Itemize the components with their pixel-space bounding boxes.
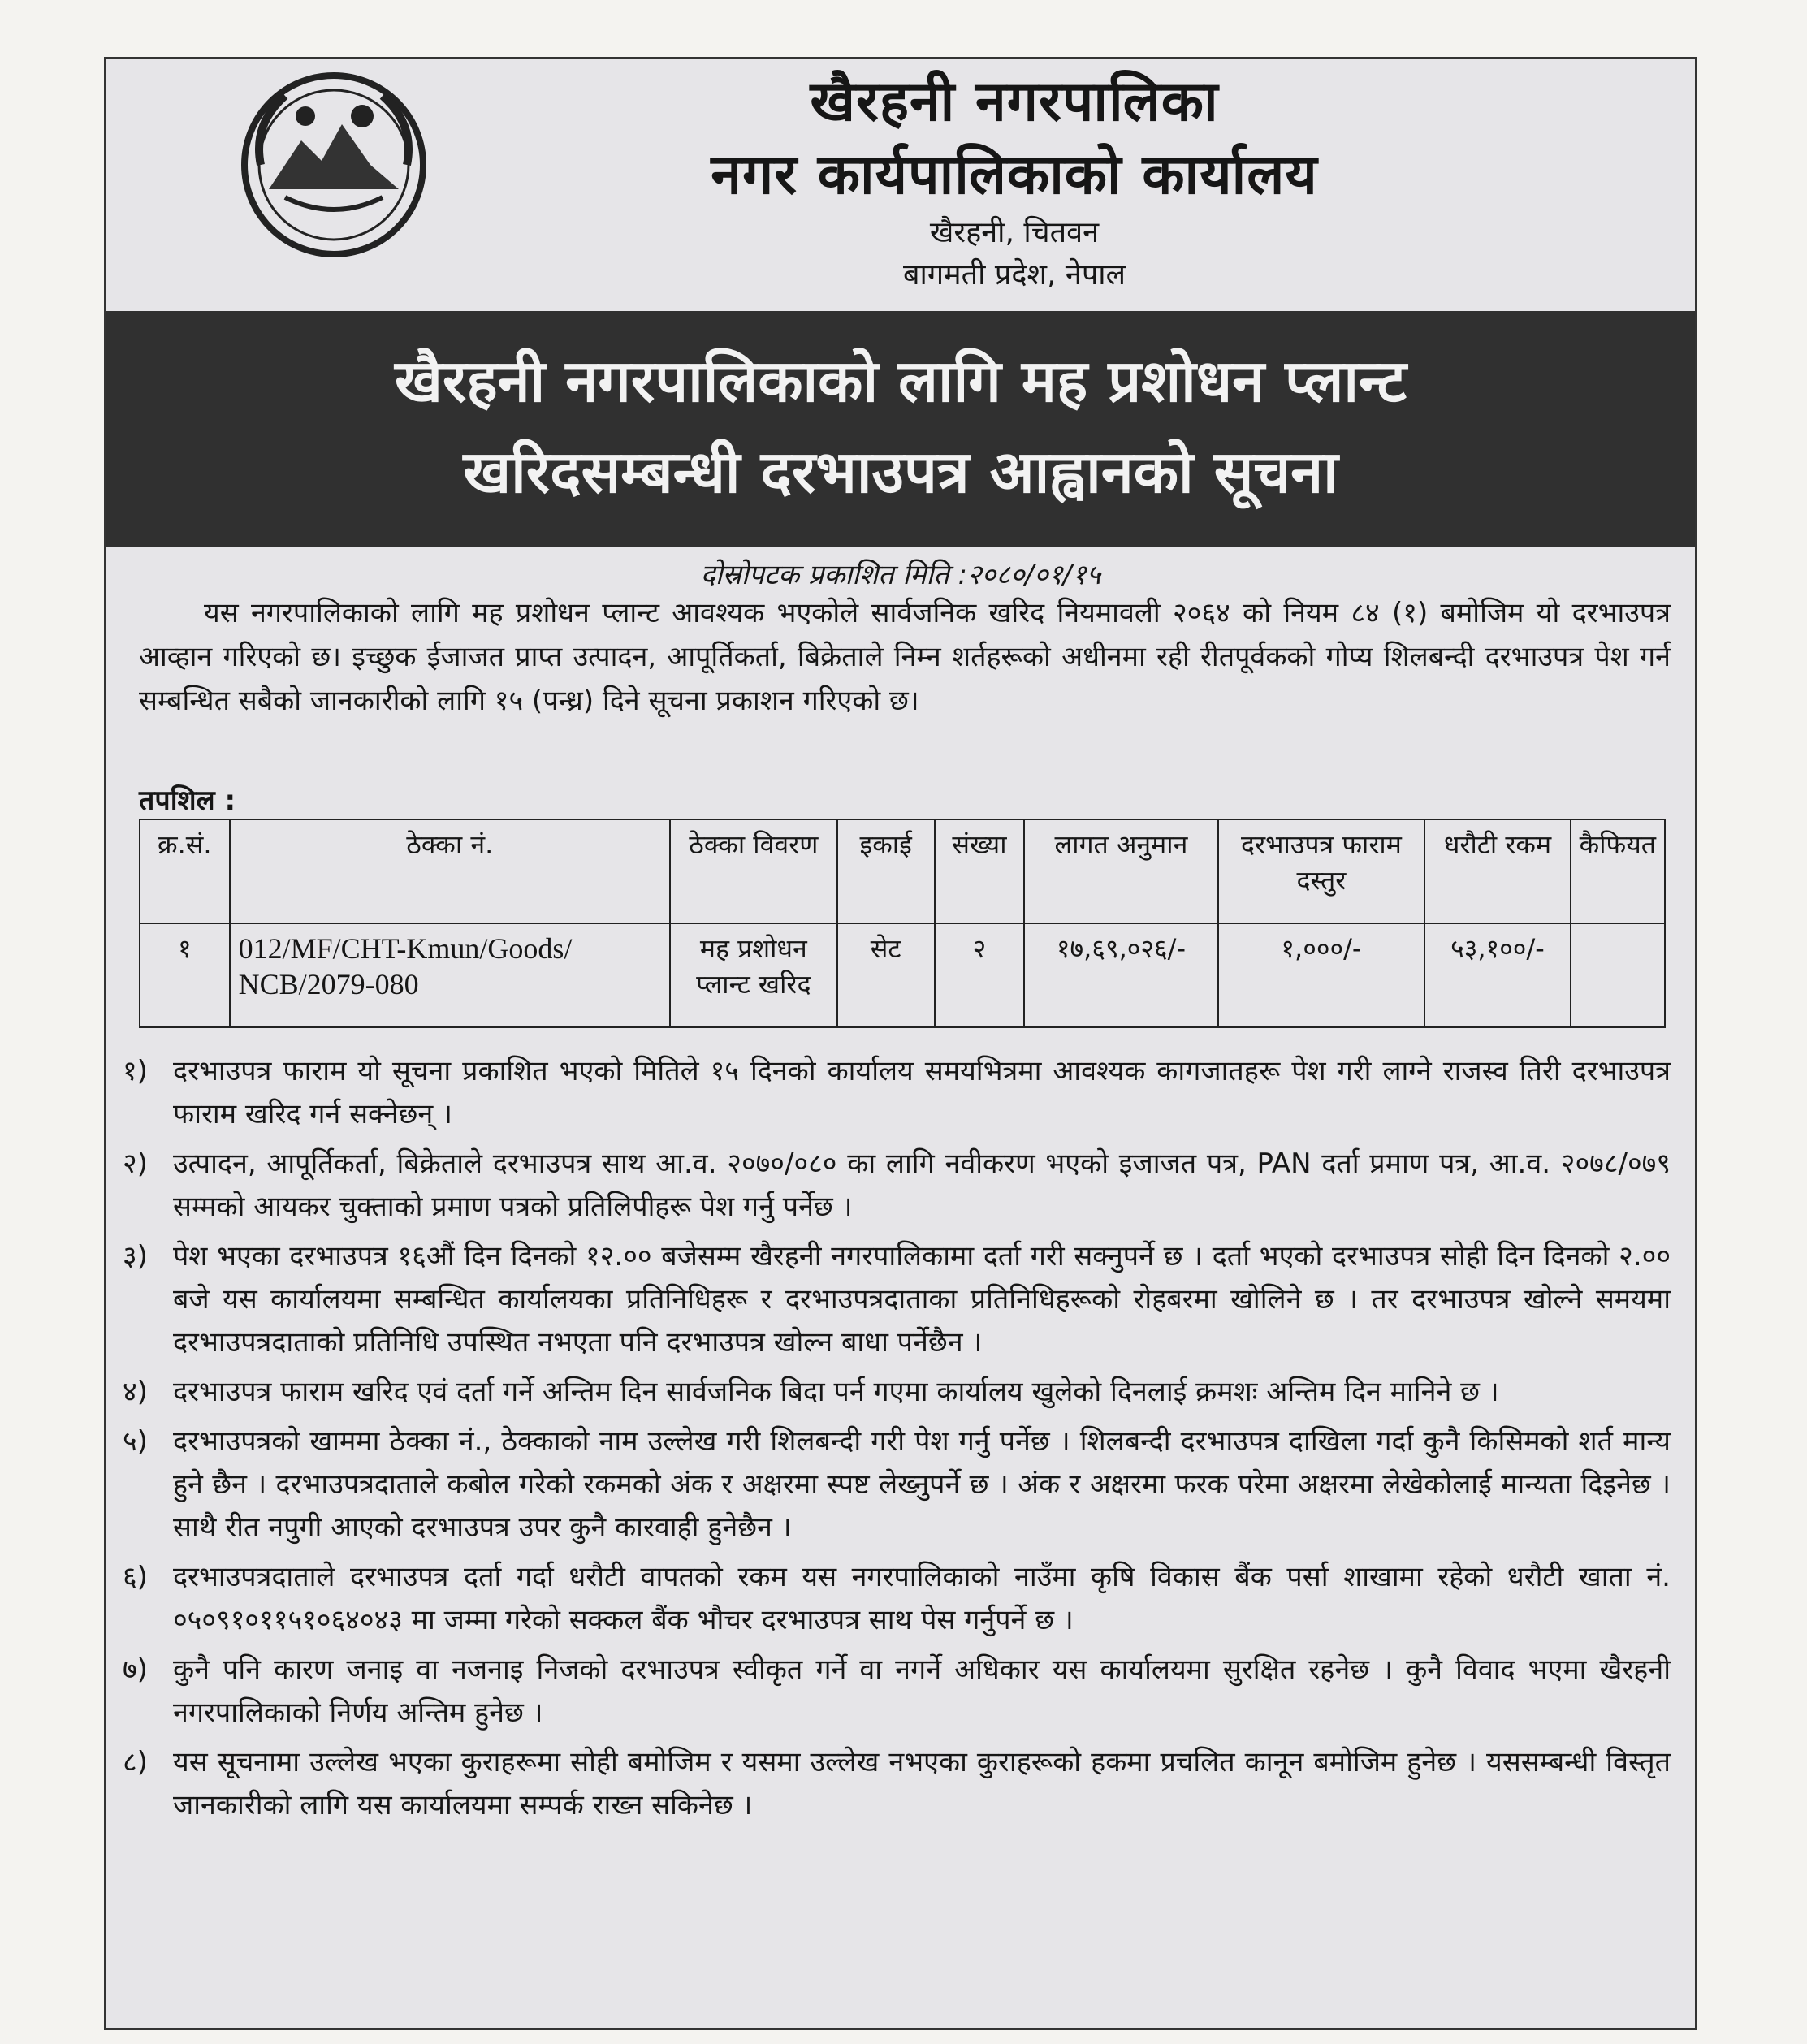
- col-header: क्र.सं.: [140, 819, 230, 923]
- cell-deposit: ५३,१००/-: [1424, 923, 1570, 1027]
- condition-text: यस सूचनामा उल्लेख भएका कुराहरूमा सोही बमोजिम र यसमा उल्लेख नभएका कुराहरूको हकमा प्रचलित कानून बमोजिम हुनेछ । यससम्बन्धी विस्तृत जानकारीको लागि यस कार्यालयमा सम्पर्क राख्न सकिनेछ ।: [173, 1746, 1671, 1821]
- col-header: धरौटी रकम: [1424, 819, 1570, 923]
- address-line-1: खैरहनी, चितवन: [929, 216, 1100, 249]
- publication-date: दोस्रोपटक प्रकाशित मिति :२०८०/०१/१५: [700, 559, 1101, 591]
- office-header: [431, 66, 1597, 296]
- condition-text: दरभाउपत्रको खाममा ठेक्का नं., ठेक्काको नाम उल्लेख गरी शिलबन्दी गरी पेश गर्नु पर्नेछ । शिलबन्दी दरभाउपत्र दाखिला गर्दा कुनै किसिमको शर्त मान्य हुने छैन । दरभाउपत्रदाताले कबोल गरेको रकमको अंक र अक्षरमा स्पष्ट लेख्नुपर्ने छ । अंक र अक्षरमा फरक परेमा अक्षरमा लेखेकोलाई मान्यता दिइनेछ । साथै रीत नपुगी आएको दरभाउपत्र उपर कुनै कारवाही हुनेछैन ।: [173, 1425, 1671, 1544]
- details-label: तपशिल :: [139, 784, 236, 817]
- condition-text: दरभाउपत्र फाराम खरिद एवं दर्ता गर्ने अन्तिम दिन सार्वजनिक बिदा पर्न गएमा कार्यालय खुलेको दिनलाई क्रमशः अन्तिम दिन मानिने छ ।: [173, 1376, 1499, 1408]
- table-header-row: [140, 819, 1665, 923]
- cell-unit: सेट: [837, 923, 935, 1027]
- cell-contract-no: 012/MF/CHT-Kmun/Goods/ NCB/2079-080: [230, 923, 670, 1027]
- col-header: संख्या: [935, 819, 1025, 923]
- col-header: इकाई: [837, 819, 935, 923]
- notice-title-banner: [106, 311, 1695, 547]
- list-item: [123, 1050, 1671, 1136]
- table-row: [140, 923, 1665, 1027]
- cell-description: मह प्रशोधन प्लान्ट खरिद: [670, 923, 837, 1027]
- tender-notice: [104, 57, 1697, 2030]
- nepal-emblem-icon: [236, 67, 431, 262]
- condition-text: दरभाउपत्रदाताले दरभाउपत्र दर्ता गर्दा धरौटी वापतको रकम यस नगरपालिकाको नाउँमा कृषि विकास बैंक पर्सा शाखामा रहेको धरौटी खाता नं. ०५०९१०११५१०६४०४३ मा जम्मा गरेको सक्कल बैंक भौचर दरभाउपत्र साथ पेस गर्नुपर्ने छ ।: [173, 1561, 1671, 1636]
- condition-number: ५): [123, 1425, 148, 1458]
- office-name: नगर कार्यपालिकाको कार्यालय: [711, 143, 1318, 207]
- list-item: [123, 1556, 1671, 1642]
- list-item: [123, 1649, 1671, 1735]
- condition-number: ३): [123, 1240, 148, 1273]
- col-header: ठेक्का नं.: [230, 819, 670, 923]
- condition-number: २): [123, 1147, 148, 1180]
- condition-text: उत्पादन, आपूर्तिकर्ता, बिक्रेताले दरभाउपत्र साथ आ.व. २०७०/०८० का लागि नवीकरण भएको इजाजत पत्र, PAN दर्ता प्रमाण पत्र, आ.व. २०७८/०७९ सम्मको आयकर चुक्ताको प्रमाण पत्रको प्रतिलिपीहरू पेश गर्नु पर्नेछ ।: [173, 1147, 1671, 1223]
- condition-number: ४): [123, 1376, 148, 1408]
- list-item: [123, 1371, 1671, 1414]
- municipality-name: खैरहनी नगरपालिका: [810, 70, 1219, 134]
- cell-cost-estimate: १७,६९,०२६/-: [1024, 923, 1217, 1027]
- list-item: [123, 1143, 1671, 1229]
- list-item: [123, 1235, 1671, 1364]
- cell-quantity: २: [935, 923, 1025, 1027]
- list-item: [123, 1741, 1671, 1827]
- banner-line-1: खैरहनी नगरपालिकाको लागि मह प्रशोधन प्लान्ट: [395, 347, 1407, 415]
- bid-table: [139, 819, 1666, 1028]
- cell-form-fee: १,०००/-: [1218, 923, 1425, 1027]
- banner-line-2: खरिदसम्बन्धी दरभाउपत्र आह्वानको सूचना: [463, 438, 1338, 506]
- condition-text: दरभाउपत्र फाराम यो सूचना प्रकाशित भएको मितिले १५ दिनको कार्यालय समयभित्रमा आवश्यक कागजातहरू पेश गरी लाग्ने राजस्व तिरी दरभाउपत्र फाराम खरिद गर्न सक्नेछन् ।: [173, 1055, 1671, 1130]
- condition-number: ८): [123, 1746, 148, 1778]
- condition-number: ७): [123, 1653, 148, 1686]
- condition-number: ६): [123, 1561, 148, 1593]
- list-item: [123, 1420, 1671, 1549]
- intro-paragraph: यस नगरपालिकाको लागि मह प्रशोधन प्लान्ट आवश्यक भएकोले सार्वजनिक खरिद नियमावली २०६४ को नियम ८४ (१) बमोजिम यो दरभाउपत्र आव्हान गरिएको छ। इच्छुक ईजाजत प्राप्त उत्पादन, आपूर्तिकर्ता, बिक्रेताले निम्न शर्तहरूको अधीनमा रही रीतपूर्वकको गोप्य शिलबन्दी दरभाउपत्र पेश गर्न सम्बन्धित सबैको जानकारीको लागि १५ (पन्ध्र) दिने सूचना प्रकाशन गरिएको छ।: [139, 597, 1671, 717]
- col-header: दरभाउपत्र फाराम दस्तुर: [1218, 819, 1425, 923]
- col-header: लागत अनुमान: [1024, 819, 1217, 923]
- condition-text: पेश भएका दरभाउपत्र १६औं दिन दिनको १२.०० बजेसम्म खैरहनी नगरपालिकामा दर्ता गरी सक्नुपर्ने छ । दर्ता भएको दरभाउपत्र सोही दिन दिनको २.०० बजे यस कार्यालयमा सम्बन्धित कार्यालयका प्रतिनिधिहरू र दरभाउपत्रदाताका प्रतिनिधिहरूको रोहबरमा खोलिने छ । तर दरभाउपत्र खोल्ने समयमा दरभाउपत्रदाताको प्रतिनिधि उपस्थित नभएता पनि दरभाउपत्र खोल्न बाधा पर्नेछैन ।: [173, 1240, 1671, 1359]
- col-header: ठेक्का विवरण: [670, 819, 837, 923]
- cell-remarks: [1571, 923, 1665, 1027]
- condition-number: १): [123, 1055, 148, 1087]
- condition-text: कुनै पनि कारण जनाइ वा नजनाइ निजको दरभाउपत्र स्वीकृत गर्ने वा नगर्ने अधिकार यस कार्यालयमा सुरक्षित रहनेछ । कुनै विवाद भएमा खैरहनी नगरपालिकाको निर्णय अन्तिम हुनेछ ।: [173, 1653, 1671, 1729]
- col-header: कैफियत: [1571, 819, 1665, 923]
- conditions-list: [123, 1050, 1671, 1834]
- address-line-2: बागमती प्रदेश, नेपाल: [902, 258, 1126, 292]
- cell-serial: १: [140, 923, 230, 1027]
